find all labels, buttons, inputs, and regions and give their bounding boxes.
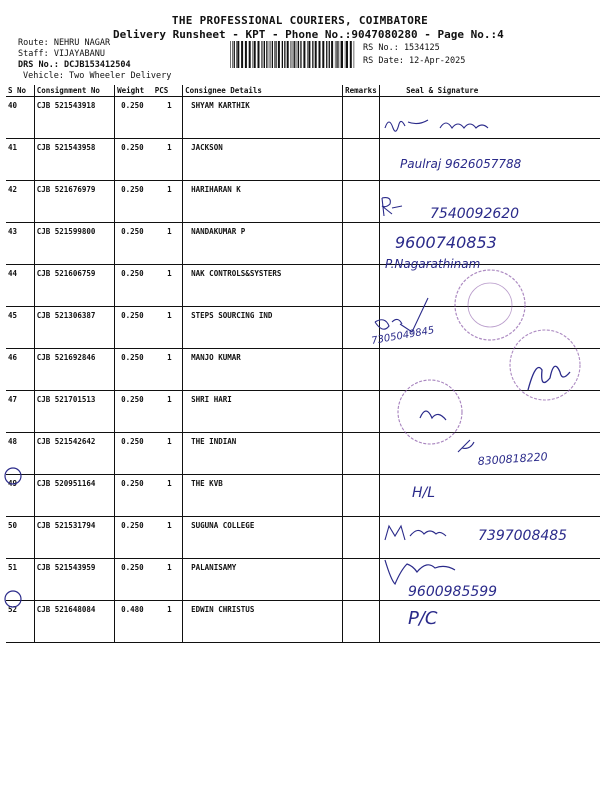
row-seal-signature <box>380 391 600 433</box>
row-pcs: 1 <box>153 139 183 181</box>
barcode-bar <box>298 41 299 68</box>
col-pcs-header: PCS <box>153 85 183 97</box>
col-sno-header: S No <box>6 85 34 97</box>
name-row-43: P.Nagarathinam <box>385 257 481 271</box>
row-remarks <box>343 307 380 349</box>
table-row <box>6 601 600 643</box>
row-consignment-no: CJB 521543959 <box>34 559 114 601</box>
row-remarks <box>343 181 380 223</box>
row-consignee: SHYAM KARTHIK <box>183 97 343 139</box>
col-consignee-header: Consignee Details <box>183 85 343 97</box>
barcode-bar <box>254 41 256 68</box>
barcode-bar <box>284 41 285 68</box>
barcode-bar <box>336 41 337 68</box>
barcode-bar <box>234 41 235 68</box>
row-consignee: STEPS SOURCING IND <box>183 307 343 349</box>
row-sno: 46 <box>6 349 34 391</box>
mark-row-49: H/L <box>412 485 436 501</box>
barcode-bar <box>245 41 247 68</box>
row-consignment-no: CJB 521543958 <box>34 139 114 181</box>
barcode-bar <box>241 41 243 68</box>
row-seal-signature <box>380 433 600 475</box>
row-weight: 0.250 <box>115 475 153 517</box>
barcode-bar <box>270 41 271 68</box>
row-seal-signature <box>380 475 600 517</box>
row-consignment-no: CJB 521306387 <box>34 307 114 349</box>
table-row <box>6 433 600 475</box>
barcode-bar <box>230 41 231 68</box>
row-weight: 0.250 <box>115 139 153 181</box>
row-remarks <box>343 475 380 517</box>
row-pcs: 1 <box>153 223 183 265</box>
barcode-bar <box>340 41 341 68</box>
row-weight: 0.250 <box>115 181 153 223</box>
row-consignee: SUGUNA COLLEGE <box>183 517 343 559</box>
barcode-bar <box>308 41 310 68</box>
table-row <box>6 265 600 307</box>
row-sno: 48 <box>6 433 34 475</box>
barcode-bar <box>264 41 265 68</box>
table-row <box>6 139 600 181</box>
row-pcs: 1 <box>153 475 183 517</box>
row-sno: 43 <box>6 223 34 265</box>
row-consignee: THE INDIAN <box>183 433 343 475</box>
row-sno: 50 <box>6 517 34 559</box>
row-consignment-no: CJB 521701513 <box>34 391 114 433</box>
rs-number: RS No.: 1534125 <box>363 43 440 53</box>
barcode-bar <box>315 41 317 68</box>
row-pcs: 1 <box>153 517 183 559</box>
row-consignee: EDWIN CHRISTUS <box>183 601 343 643</box>
row-consignee: PALANISAMY <box>183 559 343 601</box>
row-consignment-no: CJB 521531794 <box>34 517 114 559</box>
row-consignee: HARIHARAN K <box>183 181 343 223</box>
row-consignment-no: CJB 521543918 <box>34 97 114 139</box>
row-consignee: THE KVB <box>183 475 343 517</box>
row-weight: 0.480 <box>115 601 153 643</box>
company-title: THE PROFESSIONAL COURIERS, COIMBATORE <box>171 14 429 27</box>
mark-row-52: P/C <box>408 608 438 629</box>
row-seal-signature <box>380 265 600 307</box>
table-row <box>6 559 600 601</box>
row-remarks <box>343 349 380 391</box>
row-remarks <box>343 433 380 475</box>
row-sno: 42 <box>6 181 34 223</box>
vehicle-label: Vehicle: Two Wheeler Delivery <box>23 71 172 81</box>
barcode-bar <box>258 41 260 68</box>
row-weight: 0.250 <box>115 265 153 307</box>
barcode-bar <box>350 41 352 68</box>
row-weight: 0.250 <box>115 433 153 475</box>
phone-row-51: 9600985599 <box>408 584 498 600</box>
barcode-bar <box>293 41 294 68</box>
row-seal-signature <box>380 97 600 139</box>
row-seal-signature <box>380 181 600 223</box>
row-remarks <box>343 559 380 601</box>
runsheet-table <box>6 85 600 643</box>
row-pcs: 1 <box>153 601 183 643</box>
table-row <box>6 391 600 433</box>
barcode-bar <box>322 41 324 68</box>
row-seal-signature <box>380 559 600 601</box>
barcode-bar <box>329 41 330 68</box>
rs-date: RS Date: 12-Apr-2025 <box>363 56 466 66</box>
row-consignment-no: CJB 521542642 <box>34 433 114 475</box>
row-remarks <box>343 391 380 433</box>
barcode-bar <box>282 41 283 68</box>
row-seal-signature <box>380 349 600 391</box>
row-consignee: NANDAKUMAR P <box>183 223 343 265</box>
phone-row-50: 7397008485 <box>478 528 568 544</box>
barcode-bar <box>232 41 233 68</box>
row-consignment-no: CJB 520951164 <box>34 475 114 517</box>
row-sno: 40 <box>6 97 34 139</box>
row-consignee: NAK CONTROLS&SYSTERS <box>183 265 343 307</box>
row-remarks <box>343 223 380 265</box>
row-pcs: 1 <box>153 181 183 223</box>
row-sno: 52 <box>6 601 34 643</box>
barcode-bar <box>297 41 298 68</box>
row-pcs: 1 <box>153 433 183 475</box>
col-seal-header: Seal & Signature <box>380 85 600 97</box>
row-consignment-no: CJB 521648084 <box>34 601 114 643</box>
phone-row-48: 8300818220 <box>477 450 549 468</box>
barcode-bar <box>278 41 280 68</box>
row-weight: 0.250 <box>115 97 153 139</box>
row-weight: 0.250 <box>115 559 153 601</box>
row-consignee: MANJO KUMAR <box>183 349 343 391</box>
barcode-bar <box>269 41 270 68</box>
row-weight: 0.250 <box>115 517 153 559</box>
barcode-bar <box>345 41 346 68</box>
row-remarks <box>343 601 380 643</box>
barcode-bar <box>341 41 343 68</box>
barcode-bar <box>266 41 267 68</box>
row-seal-signature <box>380 223 600 265</box>
row-consignee: JACKSON <box>183 139 343 181</box>
barcode-bar <box>326 41 327 68</box>
table-header-row <box>6 85 600 97</box>
phone-row-45: 7305049845 <box>370 325 436 347</box>
row-pcs: 1 <box>153 307 183 349</box>
barcode-bar <box>291 41 292 68</box>
row-weight: 0.250 <box>115 307 153 349</box>
table-row <box>6 307 600 349</box>
row-seal-signature <box>380 139 600 181</box>
barcode-bar <box>335 41 336 68</box>
row-weight: 0.250 <box>115 223 153 265</box>
barcode-bar <box>292 41 293 68</box>
row-consignment-no: CJB 521692846 <box>34 349 114 391</box>
row-sno: 47 <box>6 391 34 433</box>
barcode-bar <box>272 41 273 68</box>
row-consignment-no: CJB 521606759 <box>34 265 114 307</box>
route-label: Route: NEHRU NAGAR <box>18 38 111 48</box>
barcode-bar <box>237 41 239 68</box>
barcode-bar <box>287 41 289 68</box>
row-pcs: 1 <box>153 559 183 601</box>
barcode-bar <box>303 41 305 68</box>
barcode-bar <box>312 41 313 68</box>
row-sno: 44 <box>6 265 34 307</box>
barcode-bar <box>261 41 262 68</box>
barcode-bar <box>300 41 301 68</box>
row-sno: 41 <box>6 139 34 181</box>
row-sno: 51 <box>6 559 34 601</box>
barcode-bar <box>346 41 348 68</box>
barcode-bar <box>354 41 355 68</box>
runsheet-title: Delivery Runsheet - KPT - Phone No.:9047080280 - Page No.:4 <box>113 28 504 41</box>
row-pcs: 1 <box>153 391 183 433</box>
barcode-bar <box>249 41 251 68</box>
col-remarks-header: Remarks <box>343 85 380 97</box>
row-consignee: SHRI HARI <box>183 391 343 433</box>
phone-row-43: 9600740853 <box>395 233 497 252</box>
table-row <box>6 223 600 265</box>
table-row <box>6 97 600 139</box>
table-row <box>6 475 600 517</box>
row-remarks <box>343 139 380 181</box>
row-sno: 49 <box>6 475 34 517</box>
staff-label: Staff: VIJAYABANU <box>18 49 105 59</box>
col-weight-header: Weight <box>115 85 153 97</box>
drs-label: DRS No.: DCJB153412504 <box>18 60 131 70</box>
table-row <box>6 517 600 559</box>
barcode-bar <box>274 41 275 68</box>
barcode <box>230 41 355 68</box>
row-remarks <box>343 97 380 139</box>
col-consignment-header: Consignment No <box>34 85 114 97</box>
row-remarks <box>343 265 380 307</box>
row-sno: 45 <box>6 307 34 349</box>
barcode-bar <box>331 41 333 68</box>
barcode-bar <box>337 41 338 68</box>
barcode-bar <box>307 41 308 68</box>
phone-row-42: 7540092620 <box>430 206 520 222</box>
row-remarks <box>343 517 380 559</box>
signature-row-41: Paulraj 9626057788 <box>400 157 522 171</box>
row-seal-signature <box>380 601 600 643</box>
row-weight: 0.250 <box>115 391 153 433</box>
barcode-bar <box>319 41 321 68</box>
row-pcs: 1 <box>153 97 183 139</box>
table-row <box>6 349 600 391</box>
row-consignment-no: CJB 521599800 <box>34 223 114 265</box>
barcode-bar <box>263 41 264 68</box>
row-pcs: 1 <box>153 349 183 391</box>
barcode-bar <box>253 41 254 68</box>
row-seal-signature <box>380 517 600 559</box>
row-pcs: 1 <box>153 265 183 307</box>
barcode-bar <box>275 41 276 68</box>
table-row <box>6 181 600 223</box>
barcode-bar <box>236 41 237 68</box>
row-consignment-no: CJB 521676979 <box>34 181 114 223</box>
row-weight: 0.250 <box>115 349 153 391</box>
row-seal-signature <box>380 307 600 349</box>
barcode-bar <box>294 41 295 68</box>
